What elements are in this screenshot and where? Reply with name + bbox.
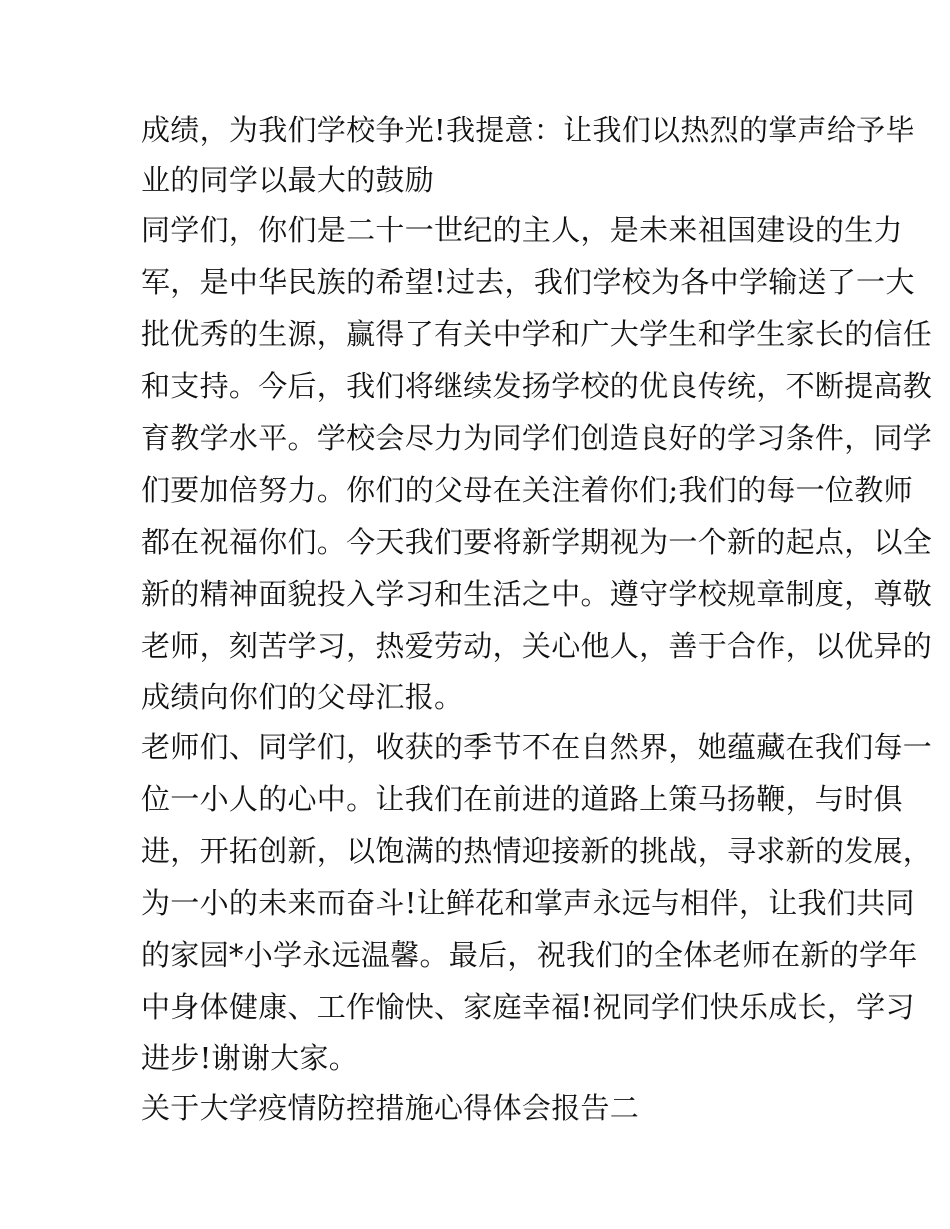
text-line: 批优秀的生源，赢得了有关中学和广大学生和学生家长的信任 (141, 317, 933, 351)
text-line: 业的同学以最大的鼓励 (141, 163, 435, 197)
text-line: 育教学水平。学校会尽力为同学们创造良好的学习条件，同学 (141, 421, 933, 455)
text-line: 进，开拓创新，以饱满的热情迎接新的挑战，寻求新的发展， (141, 834, 933, 868)
text-line: 成绩向你们的父母汇报。 (141, 680, 464, 714)
text-line: 中身体健康、工作愉快、家庭幸福!祝同学们快乐成长，学习 (141, 990, 915, 1024)
text-line: 和支持。今后，我们将继续发扬学校的优良传统，不断提高教 (141, 369, 933, 403)
section-heading: 关于大学疫情防控措施心得体会报告二 (141, 1091, 640, 1125)
text-line: 为一小的未来而奋斗!让鲜花和掌声永远与相伴，让我们共同 (141, 886, 915, 920)
text-line: 新的精神面貌投入学习和生活之中。遵守学校规章制度，尊敬 (141, 577, 933, 611)
text-line: 进步!谢谢大家。 (141, 1041, 359, 1075)
text-line: 老师们、同学们，收获的季节不在自然界，她蕴藏在我们每一 (141, 730, 933, 764)
text-line: 位一小人的心中。让我们在前进的道路上策马扬鞭，与时俱 (141, 782, 903, 816)
text-line: 们要加倍努力。你们的父母在关注着你们;我们的每一位教师 (141, 473, 913, 507)
text-line: 成绩，为我们学校争光!我提意：让我们以热烈的掌声给予毕 (141, 113, 915, 147)
text-line: 军，是中华民族的希望!过去，我们学校为各中学输送了一大 (141, 265, 915, 299)
text-line: 的家园*小学永远温馨。最后，祝我们的全体老师在新的学年 (141, 938, 918, 972)
text-line: 老师，刻苦学习，热爱劳动，关心他人，善于合作，以优异的 (141, 629, 933, 663)
text-line: 同学们，你们是二十一世纪的主人，是未来祖国建设的生力 (141, 213, 903, 247)
text-line: 都在祝福你们。今天我们要将新学期视为一个新的起点，以全 (141, 525, 933, 559)
